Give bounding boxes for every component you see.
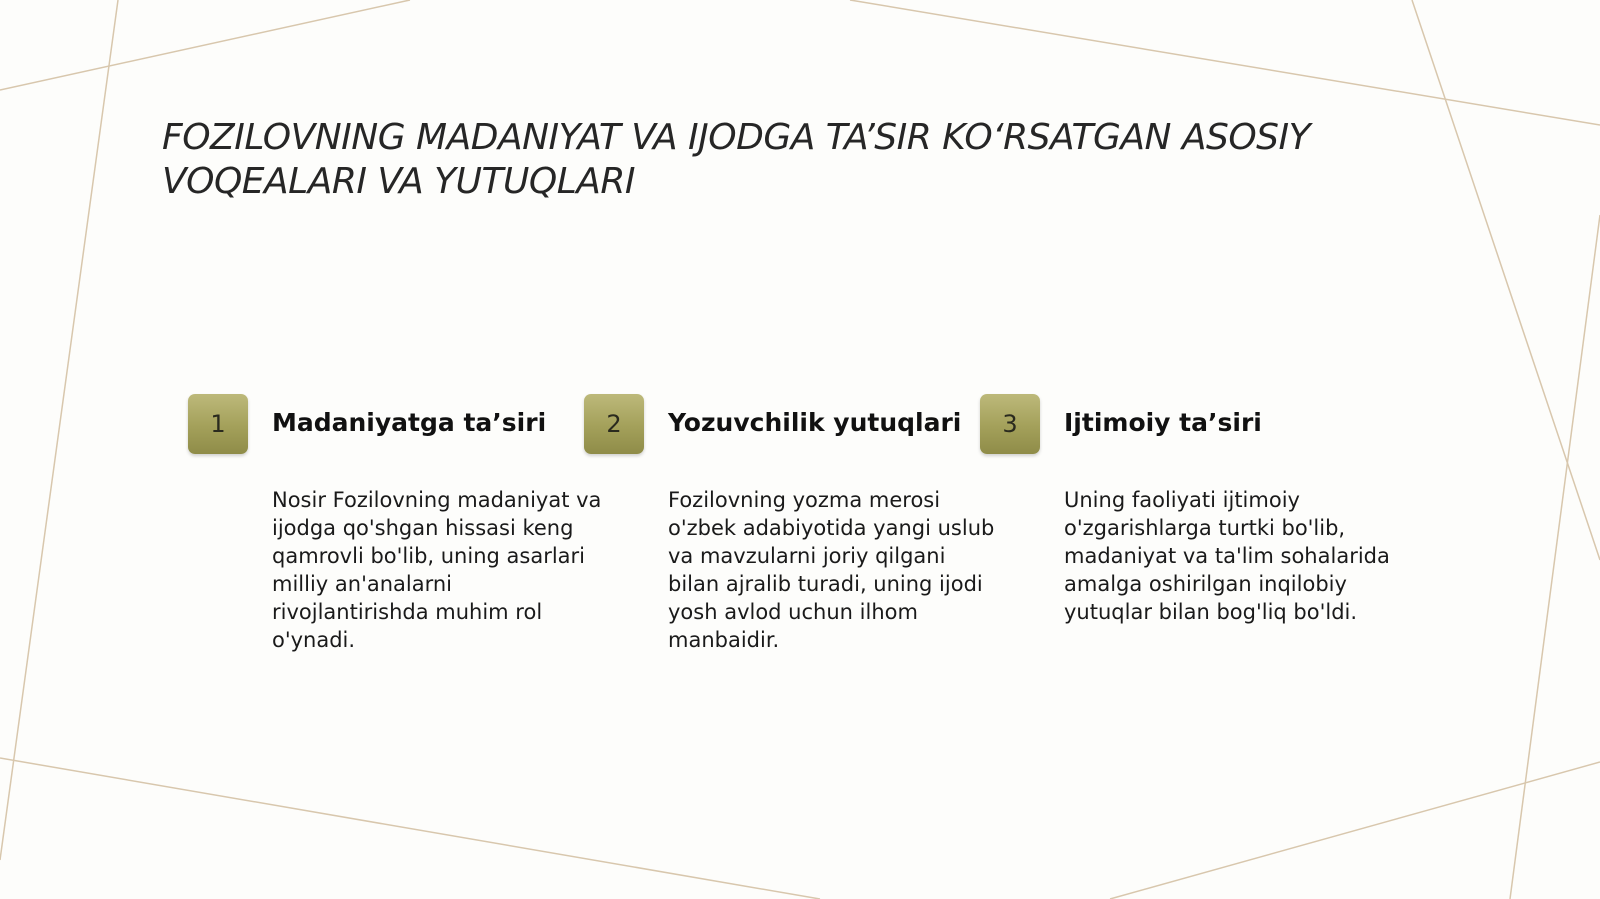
deco-line xyxy=(0,0,410,90)
item-description: Uning faoliyati ijtimoiy o'zgarishlarga turtki bo'lib, madaniyat va ta'lim sohalarida amalga oshirilgan inqilobiy yutuqlar bilan bog'liq bo'ldi. xyxy=(1064,488,1390,624)
deco-line xyxy=(0,758,820,899)
item-yozuvchilik xyxy=(584,394,995,674)
number-badge: 1 xyxy=(188,394,248,454)
deco-line xyxy=(0,0,118,860)
deco-line xyxy=(1510,215,1600,899)
item-description: Fozilovning yozma merosi o'zbek adabiyotida yangi uslub va mavzularni joriy qilgani bilan ajralib turadi, uning ijodi yosh avlod uchun ilhom manbaidir. xyxy=(668,488,995,652)
item-heading: Yozuvchilik yutuqlari xyxy=(668,408,962,437)
item-heading: Ijtimoiy ta’siri xyxy=(1064,408,1262,437)
number-badge: 2 xyxy=(584,394,644,454)
deco-line xyxy=(850,0,1600,125)
item-description: Nosir Fozilovning madaniyat va ijodga qo'shgan hissasi keng qamrovli bo'lib, uning asarlari milliy an'analarni rivojlantirishda muhim rol o'ynadi. xyxy=(272,488,602,652)
item-madaniyat xyxy=(188,394,602,674)
deco-line xyxy=(1412,0,1600,560)
item-heading: Madaniyatga ta’siri xyxy=(272,408,547,437)
number-badge: 3 xyxy=(980,394,1040,454)
item-ijtimoiy xyxy=(980,394,1390,674)
page-title: FOZILOVNING MADANIYAT VA IJODGA TA’SIR KO‘RSATGAN ASOSIY VOQEALARI VA YUTUQLARI xyxy=(162,117,1311,202)
deco-line xyxy=(1110,762,1600,899)
